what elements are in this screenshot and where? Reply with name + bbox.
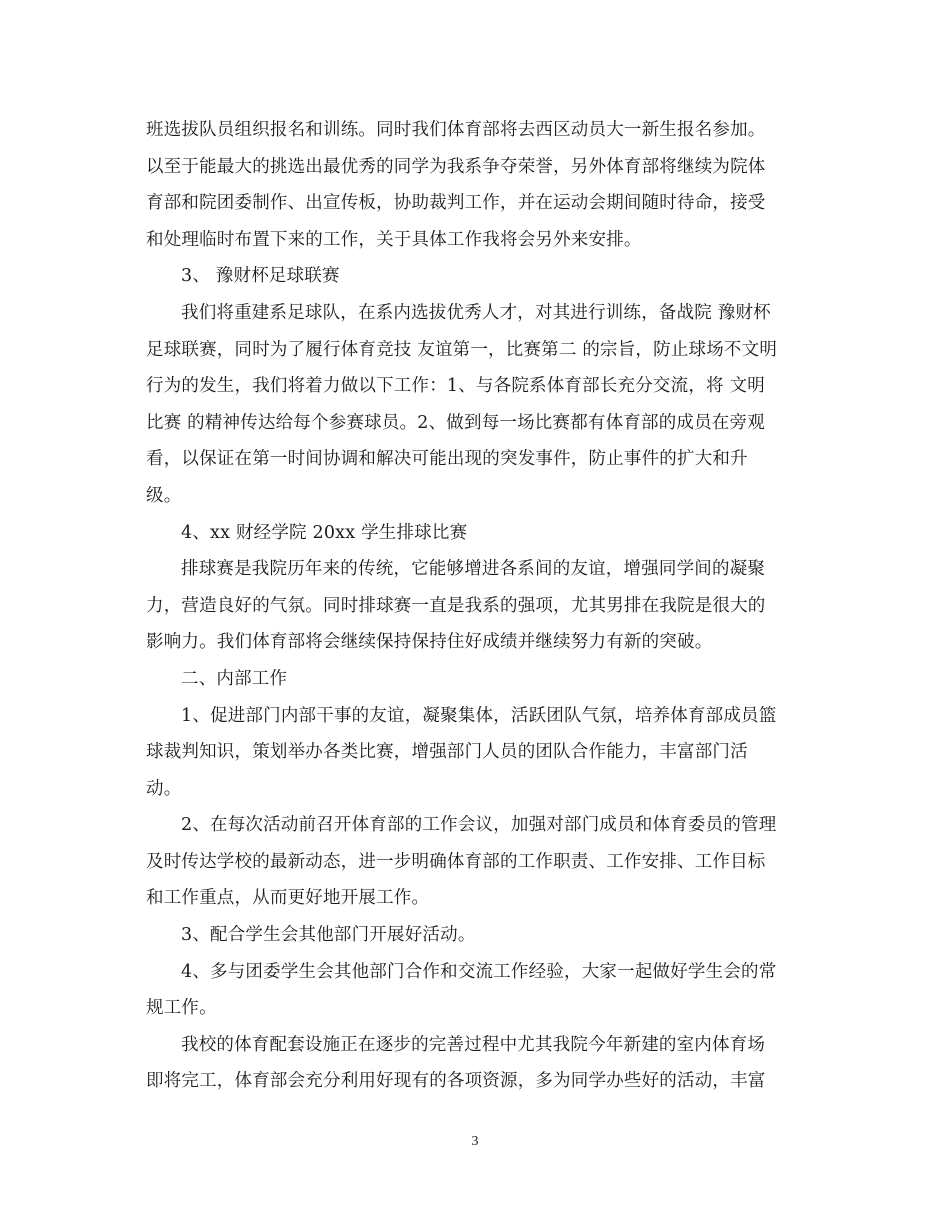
text-line: 排球赛是我院历年来的传统，它能够增进各系间的友谊，增强同学间的凝聚 [181,559,766,580]
text-line: 足球联赛，同时为了履行体育竞技 友谊第一，比赛第二 的宗旨，防止球场不文明 [146,339,778,360]
text-line: 二、内部工作 [181,668,288,689]
text-line: 规工作。 [146,998,217,1019]
text-line: 3、配合学生会其他部门开展好活动。 [181,925,476,946]
text-line: 和工作重点，从而更好地开展工作。 [146,888,430,909]
text-line: 即将完工，体育部会充分利用好现有的各项资源，多为同学办些好的活动，丰富 [146,1071,766,1092]
text-line: 级。 [146,485,182,506]
text-line: 我校的体育配套设施正在逐步的完善过程中尤其我院今年新建的室内体育场 [181,1034,766,1055]
text-line: 比赛 的精神传达给每个参赛球员。2、做到每一场比赛都有体育部的成员在旁观 [146,412,765,433]
text-line: 看，以保证在第一时间协调和解决可能出现的突发事件，防止事件的扩大和升 [146,449,748,470]
text-line: 和处理临时布置下来的工作，关于具体工作我将会另外来安排。 [146,229,642,250]
text-line: 球裁判知识，策划举办各类比赛，增强部门人员的团队合作能力，丰富部门活 [146,742,748,763]
text-line: 班选拔队员组织报名和训练。同时我们体育部将去西区动员大一新生报名参加。 [146,120,766,140]
text-line: 1、促进部门内部干事的友谊，凝聚集体，活跃团队气氛，培养体育部成员篮 [181,705,777,726]
text-line: 4、多与团委学生会其他部门合作和交流工作经验，大家一起做好学生会的常 [181,961,777,982]
text-line: 及时传达学校的最新动态，进一步明确体育部的工作职责、工作安排、工作目标 [146,851,766,872]
text-line: 2、在每次活动前召开体育部的工作会议，加强对部门成员和体育委员的管理 [181,815,777,836]
text-line: 动。 [146,778,182,799]
text-line: 3、 豫财杯足球联赛 [181,266,340,287]
document-body [146,112,806,1100]
text-line: 以至于能最大的挑选出最优秀的同学为我系争夺荣誉，另外体育部将继续为院体 [146,156,766,177]
page-number: 3 [471,1134,479,1149]
text-line: 力，营造良好的气氛。同时排球赛一直是我系的强项，尤其男排在我院是很大的 [146,595,766,616]
text-line: 育部和院团委制作、出宣传板，协助裁判工作，并在运动会期间随时待命，接受 [146,193,766,214]
text-line: 行为的发生，我们将着力做以下工作：1、与各院系体育部长充分交流，将 文明 [146,376,765,397]
text-line: 4、xx 财经学院 20xx 学生排球比赛 [181,522,468,543]
text-line: 影响力。我们体育部将会继续保持保持住好成绩并继续努力有新的突破。 [146,632,713,653]
text-line: 我们将重建系足球队，在系内选拔优秀人才，对其进行训练，备战院 豫财杯 [181,302,771,323]
